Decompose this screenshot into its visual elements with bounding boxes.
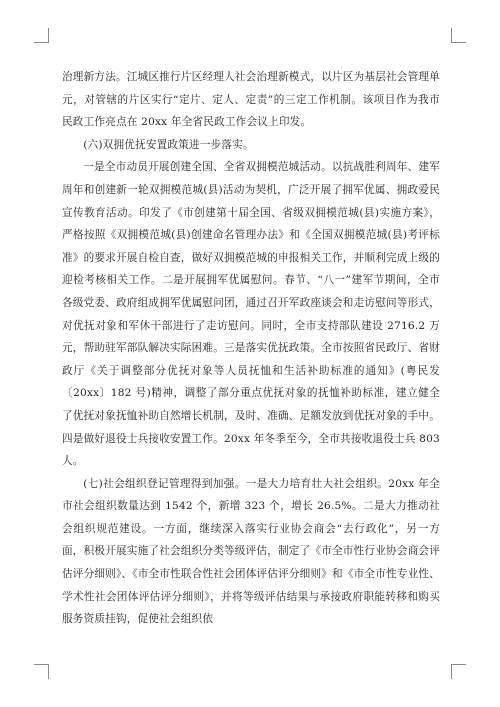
crop-mark-bottom-right — [451, 664, 466, 679]
crop-mark-top-right — [451, 28, 466, 43]
document-page — [62, 66, 440, 631]
paragraph-3: 一是全市动员开展创建全国、全省双拥模范城活动。以抗战胜利周年、建军周年和创建新一轮双拥模范城(县)活动为契机，广泛开展了拥军优属、拥政爱民宣传教育活动。印发了《市创建第十届全国、省级双拥模范城(县)实施方案》，严格按照《双拥模范城(县)创建命名管理办法》和《全国双拥模范城(县)考评标准》的要求开展自检自查，做好双拥模范城的申报相关工作，并顺利完成上级的迎检考核相关工作。二是开展拥军优属慰问。春节、“八一”建军节期间，全市各级党委、政府组成拥军优属慰问团，通过召开军政座谈会和走访慰问等形式，对优抚对象和军休干部进行了走访慰问。同时，全市支持部队建设 2716.2 万元，帮助驻军部队解决实际困难。三是落实优抚政策。全市按照省民政厅、省财政厅《关于调整部分优抚对象等人员抚恤和生活补助标准的通知》(粤民发〔20xx〕182 号)精神，调整了部分重点优抚对象的抚恤补助标准，建立健全了优抚对象抚恤补助自然增长机制，及时、准确、足额发放到优抚对象的手中。四是做好退役士兵接收安置工作。20xx 年冬季至今，全市共接收退役士兵 803 人。 — [62, 161, 440, 468]
section-heading-7-paragraph: (七)社会组织登记管理得到加强。一是大力培育壮大社会组织。20xx 年全市社会组织数量达到 1542 个，新增 323 个，增长 26.5%。二是大力推动社会组织规范建设。一方面，继续深入落实行业协会商会“去行政化”，另一方面，积极开展实施了社会组织分类等级评估，制定了《市全市性行业协会商会评估评分细则》、《市全市性联合性社会团体评估评分细则》和《市全市性专业性、学术性社会团体评估评分细则》，并将等级评估结果与承接政府职能转移和购买服务资质挂钩，促使社会组织依 — [62, 477, 440, 626]
crop-mark-top-left — [34, 28, 49, 43]
crop-mark-bottom-left — [34, 664, 49, 679]
section-heading-6: (六)双拥优抚安置政策进一步落实。 — [83, 138, 254, 151]
paragraph-1: 治理新方法。江城区推行片区经理人社会治理新模式，以片区为基层社会管理单元，对管辖的片区实行“定片、定人、定责”的三定工作机制。该项目作为我市民政工作亮点在 20xx 年全省民政工作会议上印发。 — [62, 71, 440, 129]
